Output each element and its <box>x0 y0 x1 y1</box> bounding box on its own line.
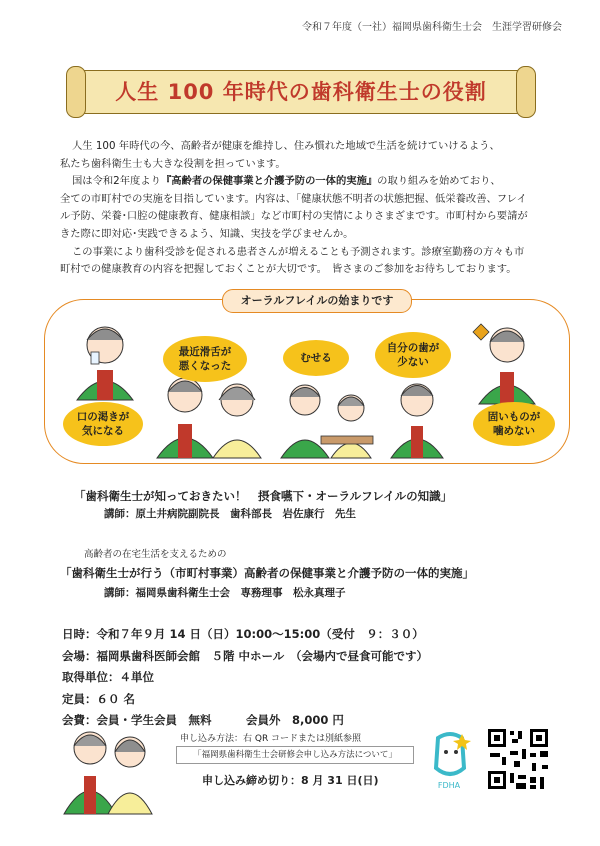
oral-frailty-illustration <box>44 299 570 464</box>
person-drinking-figure <box>77 327 133 400</box>
apply-method: 申し込み方法：右 QR コードまたは別紙参照 <box>180 734 362 744</box>
couple-figures <box>157 378 261 458</box>
fdha-logo-text: FDHA <box>437 781 461 790</box>
bubble-choking <box>283 340 349 376</box>
choking-figures <box>281 385 373 458</box>
lecture1-speaker: 講師：原土井病院副院長 歯科部長 岩佐康行 先生 <box>104 508 356 520</box>
fdha-logo <box>424 728 474 792</box>
intro-line: ル予防、栄養･口腔の健康教育、健康相談」など市町村の実情によりさまざまです。市町村から要請が <box>60 210 528 223</box>
header-organization: 令和７年度（一社）福岡県歯科衛生士会 生涯学習研修会 <box>302 22 562 33</box>
bubble-text: 固いものが 噛めない <box>487 411 541 437</box>
title-scroll-banner <box>66 62 536 122</box>
event-capacity: 定員：６０ 名 <box>62 691 136 706</box>
intro-line: 全ての市町村での実施を目指しています。内容は、「健康状態不明者の状態把握、低栄養改善、フレイ <box>60 192 527 205</box>
bubble-text: 口の渇きが 気になる <box>76 411 130 437</box>
lecture2-title: 「歯科衛生士が行う（市町村事業）高齢者の保健事業と介護予防の一体的実施」 <box>60 566 474 580</box>
intro-text-a: 国は令和2年度より <box>72 175 161 188</box>
bubble-few-teeth <box>375 332 451 378</box>
scroll-curl-left <box>66 66 86 118</box>
intro-line-emph <box>60 173 580 191</box>
apply-deadline: 申し込み締め切り：8 月 31 日(日) <box>202 774 379 787</box>
bubble-dry-mouth <box>63 402 143 446</box>
few-teeth-figure <box>391 384 443 458</box>
bottom-couple-illustration <box>60 716 160 816</box>
intro-line: この事業により歯科受診を促される患者さんが増えることも予測されます。診療室勤務の方々も市 <box>72 245 525 258</box>
lecture2-speaker: 講師：福岡県歯科衛生士会 専務理事 松永真理子 <box>104 587 346 599</box>
event-venue: 会場：福岡県歯科医師会館 ５階 中ホール （会場内で昼食可能です） <box>62 648 429 663</box>
intro-text-c: の取り組みを始めており、 <box>377 175 501 188</box>
lecture2-subtitle: 高齢者の在宅生活を支えるための <box>84 549 227 560</box>
page-title: 人生 100 年時代の歯科衛生士の役割 <box>115 80 487 104</box>
bubble-slurred-speech <box>163 336 247 382</box>
bubble-hard-food <box>473 402 555 446</box>
event-credits: 取得単位：４単位 <box>62 670 154 684</box>
registration-qr-code[interactable] <box>486 727 550 791</box>
intro-text <box>60 138 580 279</box>
lecture1-title: 「歯科衛生士が知っておきたい！ 摂食嚥下・オーラルフレイルの知識」 <box>74 489 453 503</box>
scroll-curl-right <box>516 66 536 118</box>
apply-reference-box: 「福岡県歯科衛生士会研修会申し込み方法について」 <box>176 746 414 764</box>
intro-line: きた際に即対応･実践できるよう、知識、実技を学びませんか。 <box>60 227 354 240</box>
event-date: 日時：令和７年９月 14 日（日）10:00～15:00（受付 ９：３０） <box>62 627 424 641</box>
intro-line: 人生 100 年時代の今、高齢者が健康を維持し、住み慣れた地域で生活を続けていけるよう、 <box>72 140 500 152</box>
hard-food-figure <box>473 324 535 404</box>
program-name: 『高齢者の保健事業と介護予防の一体的実施』 <box>160 175 378 188</box>
intro-line: 町村での健康教育の内容を把握しておくことが大切です。 皆さまのご参加をお待ちしております。 <box>60 263 517 276</box>
event-fee: 会費：会員・学生会員 無料 会員外 8,000 円 <box>62 713 344 727</box>
bubble-text: 自分の歯が 少ない <box>386 342 440 368</box>
intro-line: 私たち歯科衛生士も大きな役割を担っています。 <box>60 157 286 170</box>
bubble-text: 最近滑舌が 悪くなった <box>178 346 232 372</box>
oral-frailty-label: オーラルフレイルの始まりです <box>222 289 412 313</box>
bubble-text: むせる <box>300 352 332 364</box>
